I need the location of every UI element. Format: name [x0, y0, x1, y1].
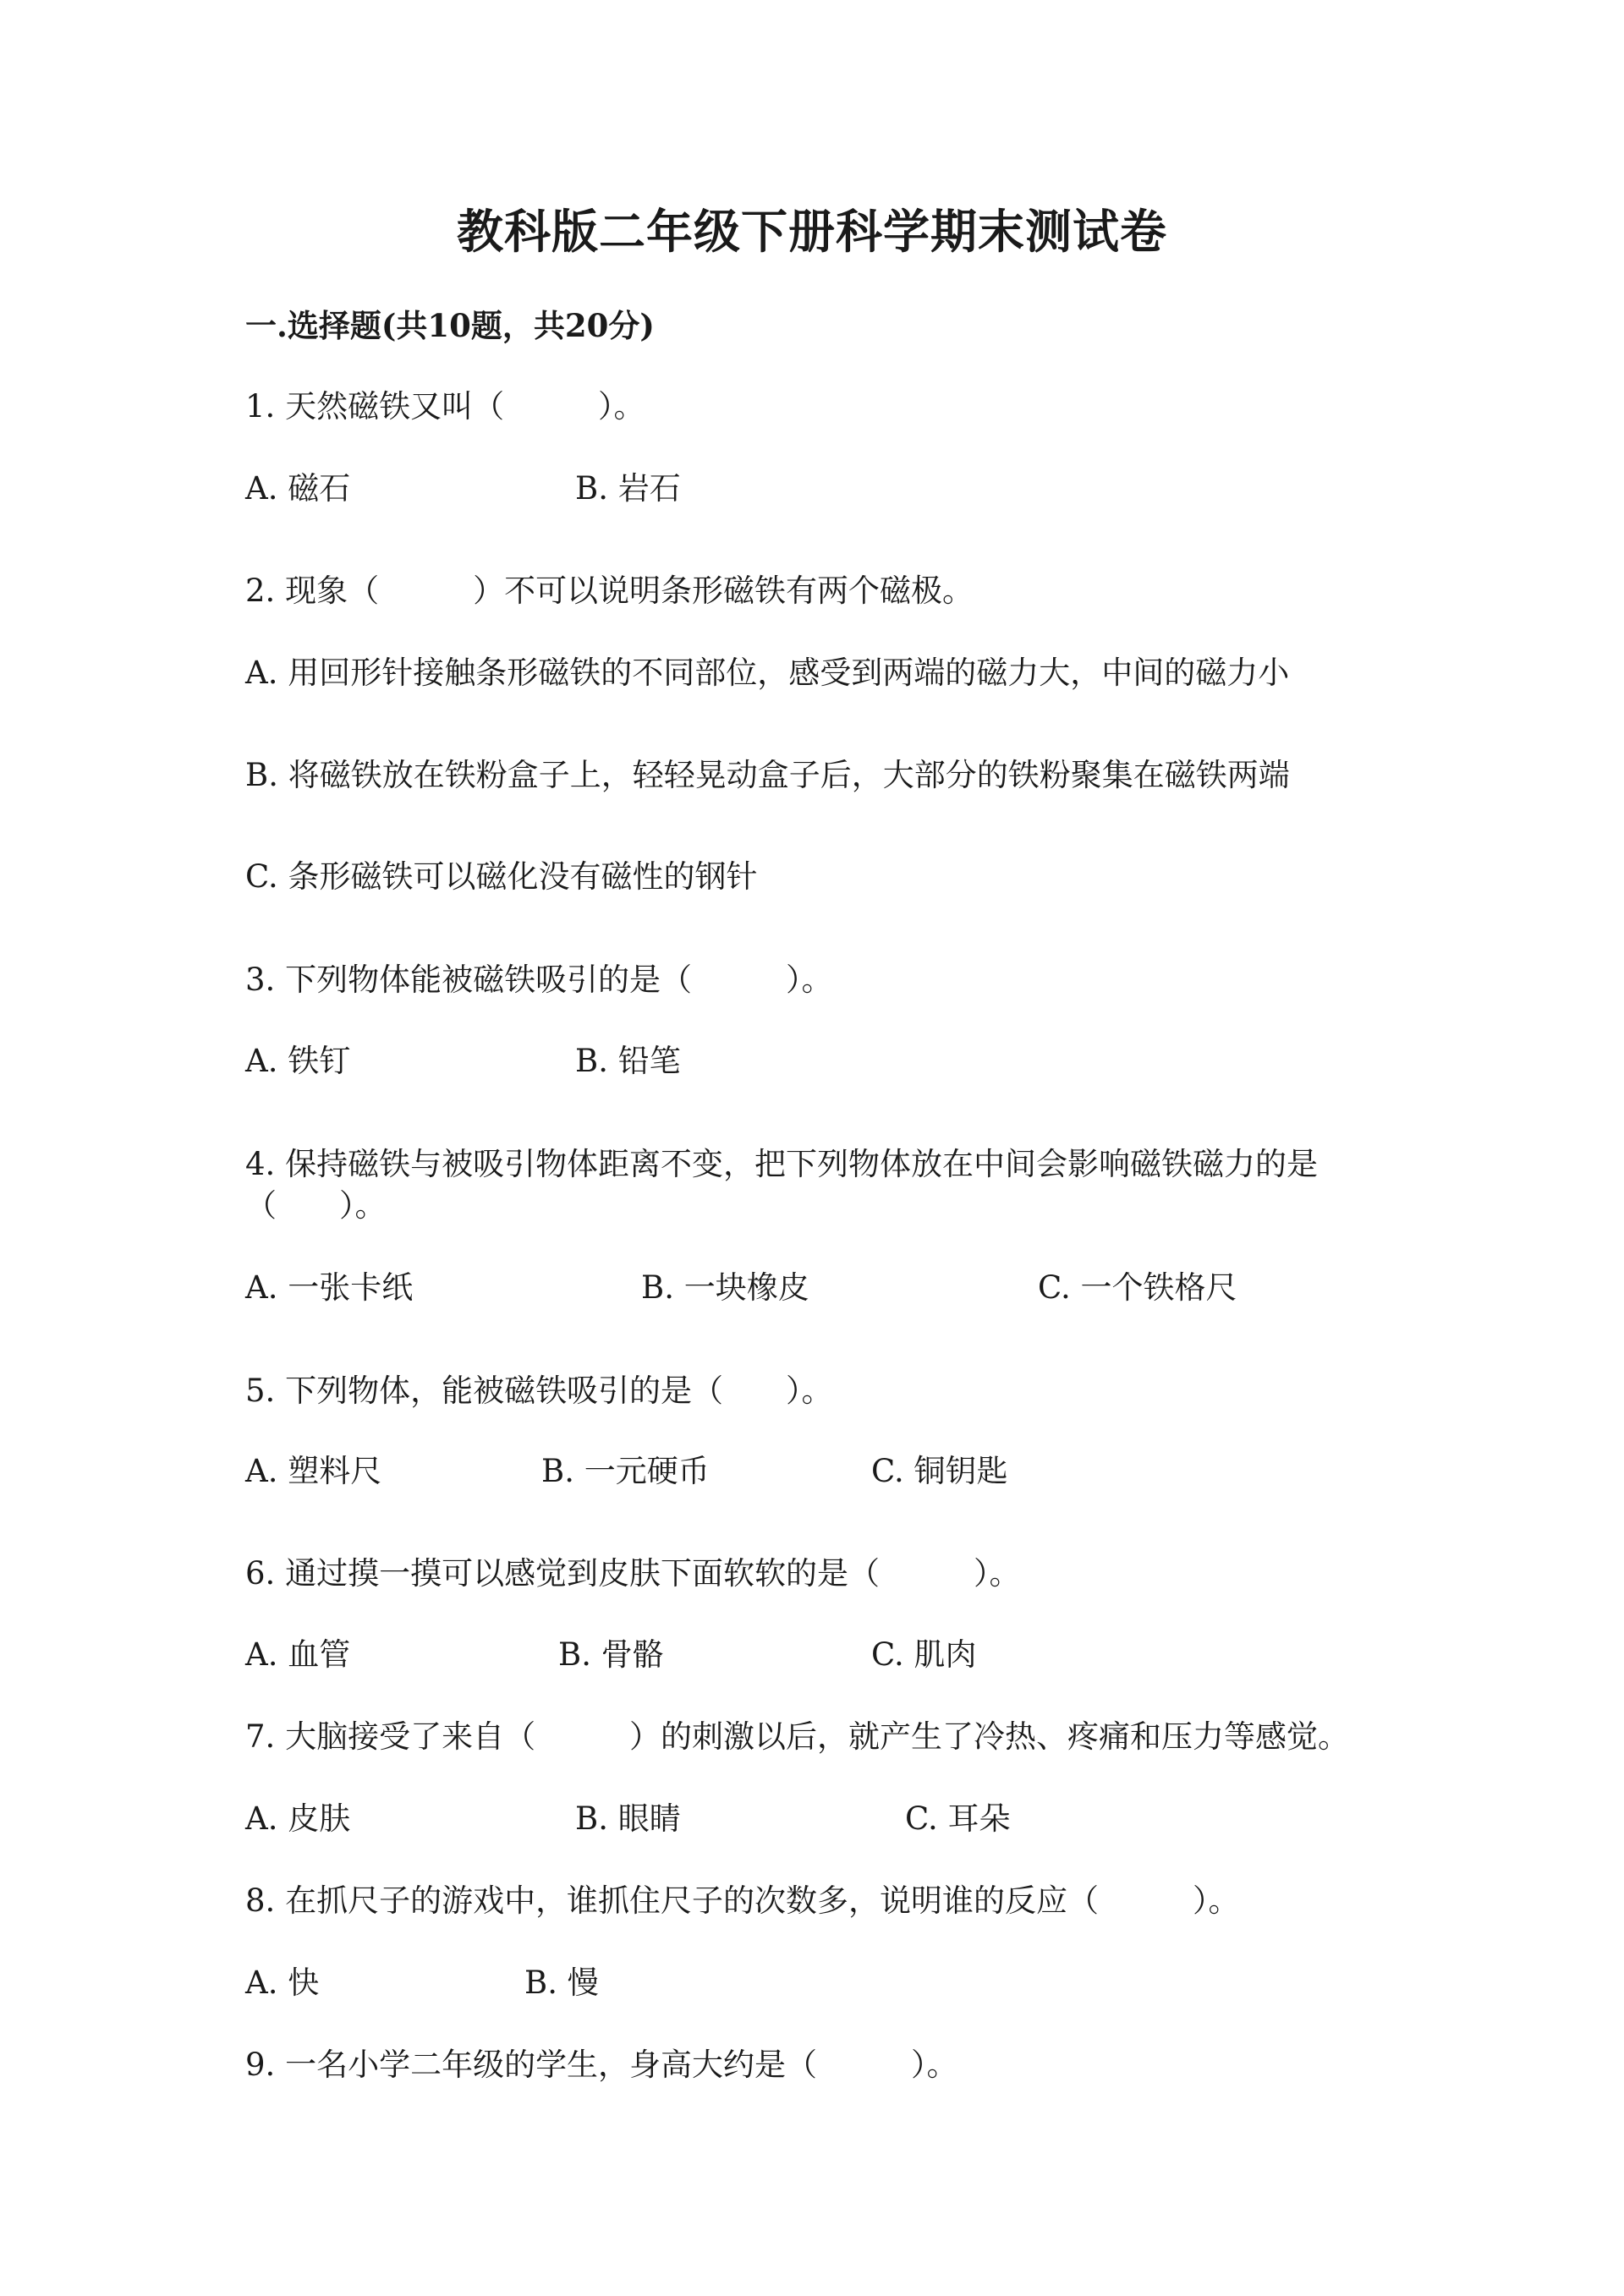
question-6-option-a: A. 血管 — [245, 1636, 351, 1673]
question-5-stem: 5. 下列物体，能被磁铁吸引的是（ ）。 — [245, 1373, 833, 1409]
question-7-option-c: C. 耳朵 — [905, 1800, 1011, 1837]
question-5-option-c: C. 铜钥匙 — [871, 1453, 1008, 1489]
question-1-stem: 1. 天然磁铁又叫（ ）。 — [245, 388, 645, 425]
question-7-option-a: A. 皮肤 — [245, 1800, 351, 1837]
question-1-option-b: B. 岩石 — [575, 470, 681, 507]
question-8-stem: 8. 在抓尺子的游戏中，谁抓住尺子的次数多，说明谁的反应（ ）。 — [245, 1882, 1240, 1919]
question-4-option-b: B. 一块橡皮 — [641, 1269, 809, 1306]
question-4-stem-continuation: （ ）。 — [245, 1187, 387, 1224]
question-9-stem: 9. 一名小学二年级的学生，身高大约是（ ）。 — [245, 2047, 958, 2083]
question-3-stem: 3. 下列物体能被磁铁吸引的是（ ）。 — [245, 962, 833, 998]
question-4-option-a: A. 一张卡纸 — [245, 1269, 414, 1306]
question-2-stem: 2. 现象（ ）不可以说明条形磁铁有两个磁极。 — [245, 573, 974, 609]
question-5-option-a: A. 塑料尺 — [245, 1453, 382, 1489]
question-8-option-a: A. 快 — [245, 1964, 320, 2001]
question-2-option-b: B. 将磁铁放在铁粉盒子上，轻轻晃动盒子后，大部分的铁粉聚集在磁铁两端 — [245, 757, 1290, 793]
question-6-option-b: B. 骨骼 — [558, 1636, 664, 1673]
question-8-option-b: B. 慢 — [524, 1964, 599, 2001]
question-6-option-c: C. 肌肉 — [871, 1636, 977, 1673]
question-6-stem: 6. 通过摸一摸可以感觉到皮肤下面软软的是（ ）。 — [245, 1555, 1021, 1592]
question-5-option-b: B. 一元硬币 — [541, 1453, 710, 1489]
question-4-stem: 4. 保持磁铁与被吸引物体距离不变，把下列物体放在中间会影响磁铁磁力的是 — [245, 1146, 1319, 1182]
page-title: 教科版二年级下册科学期末测试卷 — [456, 204, 1167, 259]
question-4-option-c: C. 一个铁格尺 — [1038, 1269, 1237, 1306]
question-2-option-a: A. 用回形针接触条形磁铁的不同部位，感受到两端的磁力大，中间的磁力小 — [245, 655, 1290, 691]
section-heading: 一.选择题(共10题，共20分) — [245, 307, 655, 344]
question-7-option-b: B. 眼睛 — [575, 1800, 681, 1837]
question-1-option-a: A. 磁石 — [245, 470, 351, 507]
question-3-option-a: A. 铁钉 — [245, 1043, 351, 1079]
question-7-stem: 7. 大脑接受了来自（ ）的刺激以后，就产生了冷热、疼痛和压力等感觉。 — [245, 1718, 1350, 1755]
question-2-option-c: C. 条形磁铁可以磁化没有磁性的钢针 — [245, 858, 758, 895]
question-3-option-b: B. 铅笔 — [575, 1043, 681, 1079]
